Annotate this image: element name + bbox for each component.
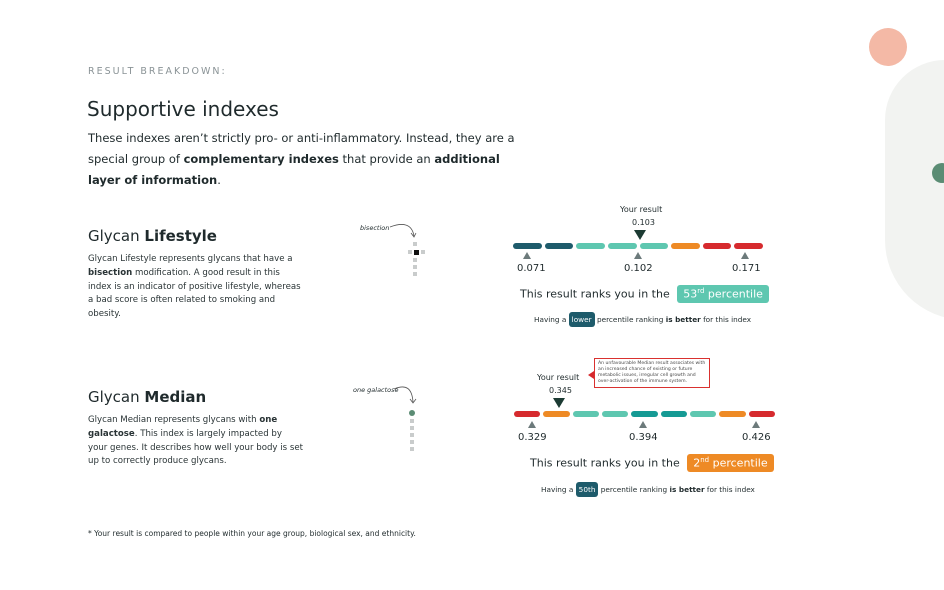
note-bold: is better xyxy=(669,485,705,494)
callout-pointer xyxy=(588,371,594,379)
pill-number: 53 xyxy=(683,287,698,301)
note-text: for this index xyxy=(700,315,752,324)
intro-text: These indexes aren’t strictly pro- or anti-inflammatory. Instead, they are a special group of xyxy=(88,131,515,166)
lifestyle-tick-marker xyxy=(741,252,749,259)
scale-segment xyxy=(513,243,542,249)
lifestyle-percentile-pill xyxy=(677,285,769,303)
intro-paragraph xyxy=(88,128,528,191)
scale-segment xyxy=(543,411,569,417)
lifestyle-diagram-label: bisection xyxy=(360,224,390,232)
note-text: Having a xyxy=(541,485,576,494)
decorative-circle xyxy=(869,28,907,66)
median-note xyxy=(541,482,755,497)
pill-word: percentile xyxy=(704,287,763,301)
lifestyle-tick-high: 0.171 xyxy=(732,263,761,274)
scale-segment xyxy=(690,411,716,417)
desc-text: Glycan Median represents glycans with xyxy=(88,415,260,425)
scale-segment xyxy=(576,243,605,249)
title-text: Glycan xyxy=(88,388,145,406)
lifestyle-your-result-value: 0.103 xyxy=(632,218,655,227)
scale-segment xyxy=(703,243,732,249)
median-your-result-value: 0.345 xyxy=(549,386,572,395)
note-box: 50th xyxy=(576,482,599,497)
median-tick-marker xyxy=(752,421,760,428)
median-tick-high: 0.426 xyxy=(742,432,771,443)
pill-word: percentile xyxy=(709,456,768,470)
galactose-diagram xyxy=(390,384,430,454)
section-eyebrow: RESULT BREAKDOWN: xyxy=(88,66,227,77)
pill-suffix: nd xyxy=(700,456,710,464)
page-title: Supportive indexes xyxy=(87,97,279,121)
median-your-result-label: Your result xyxy=(537,373,580,382)
median-rank-statement xyxy=(530,454,774,472)
scale-segment xyxy=(631,411,657,417)
lifestyle-your-result-label: Your result xyxy=(620,205,663,214)
scale-segment xyxy=(608,243,637,249)
median-tick-marker xyxy=(528,421,536,428)
title-text: Glycan xyxy=(88,227,145,245)
note-text: percentile ranking xyxy=(598,485,670,494)
desc-text: modification. A good result in this index is an indicator of positive lifestyle, whereas a bad score is often related to smoking and obesity. xyxy=(88,267,301,320)
lifestyle-rank-statement xyxy=(520,285,769,303)
lifestyle-result-marker xyxy=(634,230,646,240)
scale-segment xyxy=(640,243,669,249)
lifestyle-note xyxy=(534,312,751,327)
intro-bold: complementary indexes xyxy=(183,152,339,166)
lifestyle-description xyxy=(88,253,303,322)
lifestyle-tick-marker xyxy=(634,252,642,259)
lifestyle-title xyxy=(88,227,217,245)
desc-bold: one galactose xyxy=(88,415,278,439)
note-text: for this index xyxy=(704,485,755,494)
bisection-diagram xyxy=(388,222,428,282)
lifestyle-tick-marker xyxy=(523,252,531,259)
intro-bold: additional layer of information xyxy=(88,152,500,187)
median-title xyxy=(88,388,206,406)
scale-segment xyxy=(749,411,775,417)
pill-number: 2 xyxy=(693,456,701,470)
scale-segment xyxy=(514,411,540,417)
scale-segment xyxy=(661,411,687,417)
median-percentile-pill xyxy=(687,454,773,472)
rank-text: This result ranks you in the xyxy=(520,287,670,301)
median-result-marker xyxy=(553,398,565,408)
desc-bold: bisection xyxy=(88,267,133,278)
rank-text: This result ranks you in the xyxy=(530,456,680,470)
median-diagram-label: one galactose xyxy=(353,386,399,394)
decorative-blob xyxy=(885,60,944,320)
lifestyle-tick-low: 0.071 xyxy=(517,263,546,274)
scale-segment xyxy=(671,243,700,249)
lifestyle-tick-mid: 0.102 xyxy=(624,263,653,274)
scale-segment xyxy=(573,411,599,417)
scale-segment xyxy=(734,243,763,249)
scale-segment xyxy=(602,411,628,417)
note-box: lower xyxy=(569,312,595,327)
note-text: percentile ranking xyxy=(594,315,666,324)
pill-suffix: rd xyxy=(697,287,705,295)
median-description xyxy=(88,414,303,469)
title-bold: Median xyxy=(144,388,207,406)
footnote: * Your result is compared to people within your age group, biological sex, and ethnicity. xyxy=(88,529,416,538)
desc-text: . This index is largely impacted by your genes. It describes how well your body is set up to correctly produce glycans. xyxy=(88,428,303,467)
intro-text: that provide an xyxy=(338,152,435,166)
desc-text: Glycan Lifestyle represents glycans that have a xyxy=(88,254,293,264)
median-tick-marker xyxy=(639,421,647,428)
note-text: Having a xyxy=(534,315,569,324)
intro-text: . xyxy=(217,173,221,187)
scale-segment xyxy=(545,243,574,249)
median-callout: An unfavourable Median result associates with an increased chance of existing or future metabolic issues, irregular cell growth and over-activation of the immune system. xyxy=(594,358,710,388)
title-bold: Lifestyle xyxy=(144,227,217,245)
note-bold: is better xyxy=(665,315,701,324)
median-tick-mid: 0.394 xyxy=(629,432,658,443)
scale-segment xyxy=(719,411,745,417)
median-tick-low: 0.329 xyxy=(518,432,547,443)
